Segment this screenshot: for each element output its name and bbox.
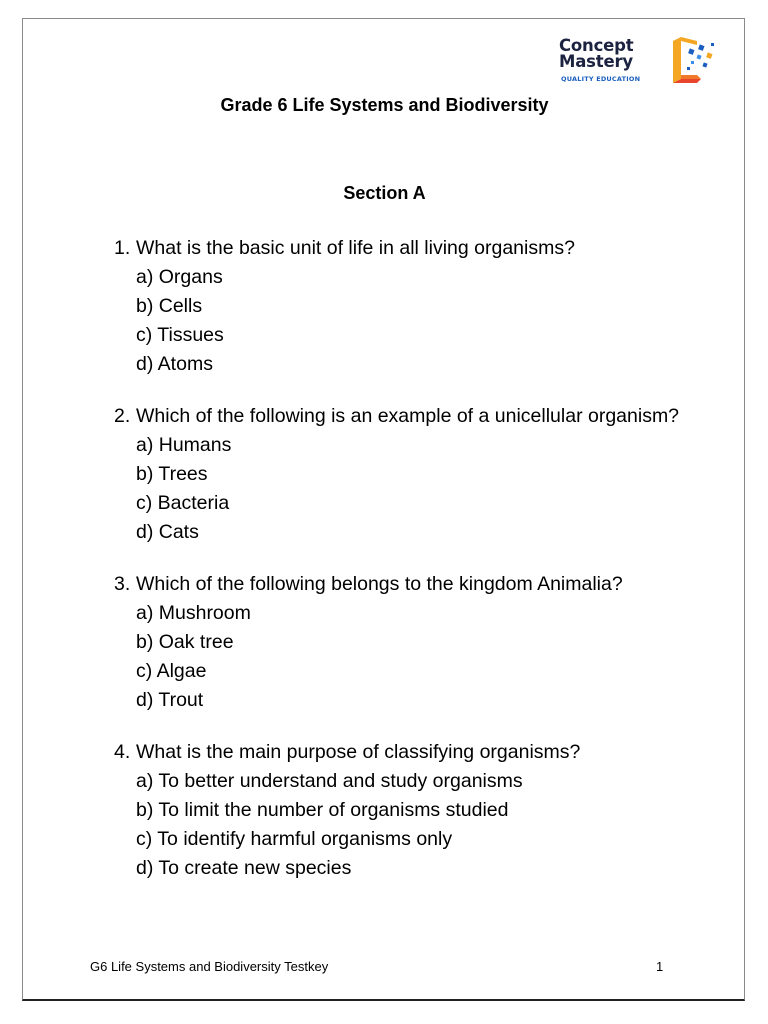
answer-option: a) Humans [136,434,232,456]
question-number: 4. [114,741,131,763]
answer-option: b) Trees [136,463,208,485]
page-number: 1 [656,959,664,974]
question-number: 1. [114,237,131,259]
answer-option: d) Atoms [136,353,213,375]
answer-option: c) Bacteria [136,492,230,514]
answer-option: c) To identify harmful organisms only [136,828,453,850]
answer-option: b) To limit the number of organisms studied [136,799,509,821]
logo-wordmark [559,38,633,70]
answer-option: c) Tissues [136,324,224,346]
document-page [22,18,745,1001]
concept-mastery-logo [559,35,719,89]
question-list [114,234,714,906]
question-text: What is the main purpose of classifying organisms? [136,741,581,763]
answer-option: a) To better understand and study organisms [136,770,523,792]
question-item [114,402,714,547]
question-text: Which of the following belongs to the kingdom Animalia? [136,573,623,595]
document-title: Grade 6 Life Systems and Biodiversity [220,95,549,115]
answer-option: a) Organs [136,266,223,288]
answer-option: a) Mushroom [136,602,251,624]
logo-tagline: QUALITY EDUCATION [561,75,641,83]
question-item [114,570,714,715]
question-number: 3. [114,573,131,595]
logo-line1: Concept [559,36,634,55]
question-number: 2. [114,405,131,427]
answer-option: b) Oak tree [136,631,234,653]
book-mark-icon [667,35,719,87]
question-item [114,234,714,379]
footer-label: G6 Life Systems and Biodiversity Testkey [90,959,329,974]
question-text: Which of the following is an example of a unicellular organism? [136,405,680,427]
answer-option: c) Algae [136,660,207,682]
answer-option: b) Cells [136,295,203,317]
answer-option: d) Cats [136,521,199,543]
answer-option: d) To create new species [136,857,352,879]
logo-line2: Mastery [559,52,633,71]
question-item [114,738,714,883]
question-text: What is the basic unit of life in all living organisms? [136,237,575,259]
section-heading: Section A [343,183,426,203]
answer-option: d) Trout [136,689,204,711]
